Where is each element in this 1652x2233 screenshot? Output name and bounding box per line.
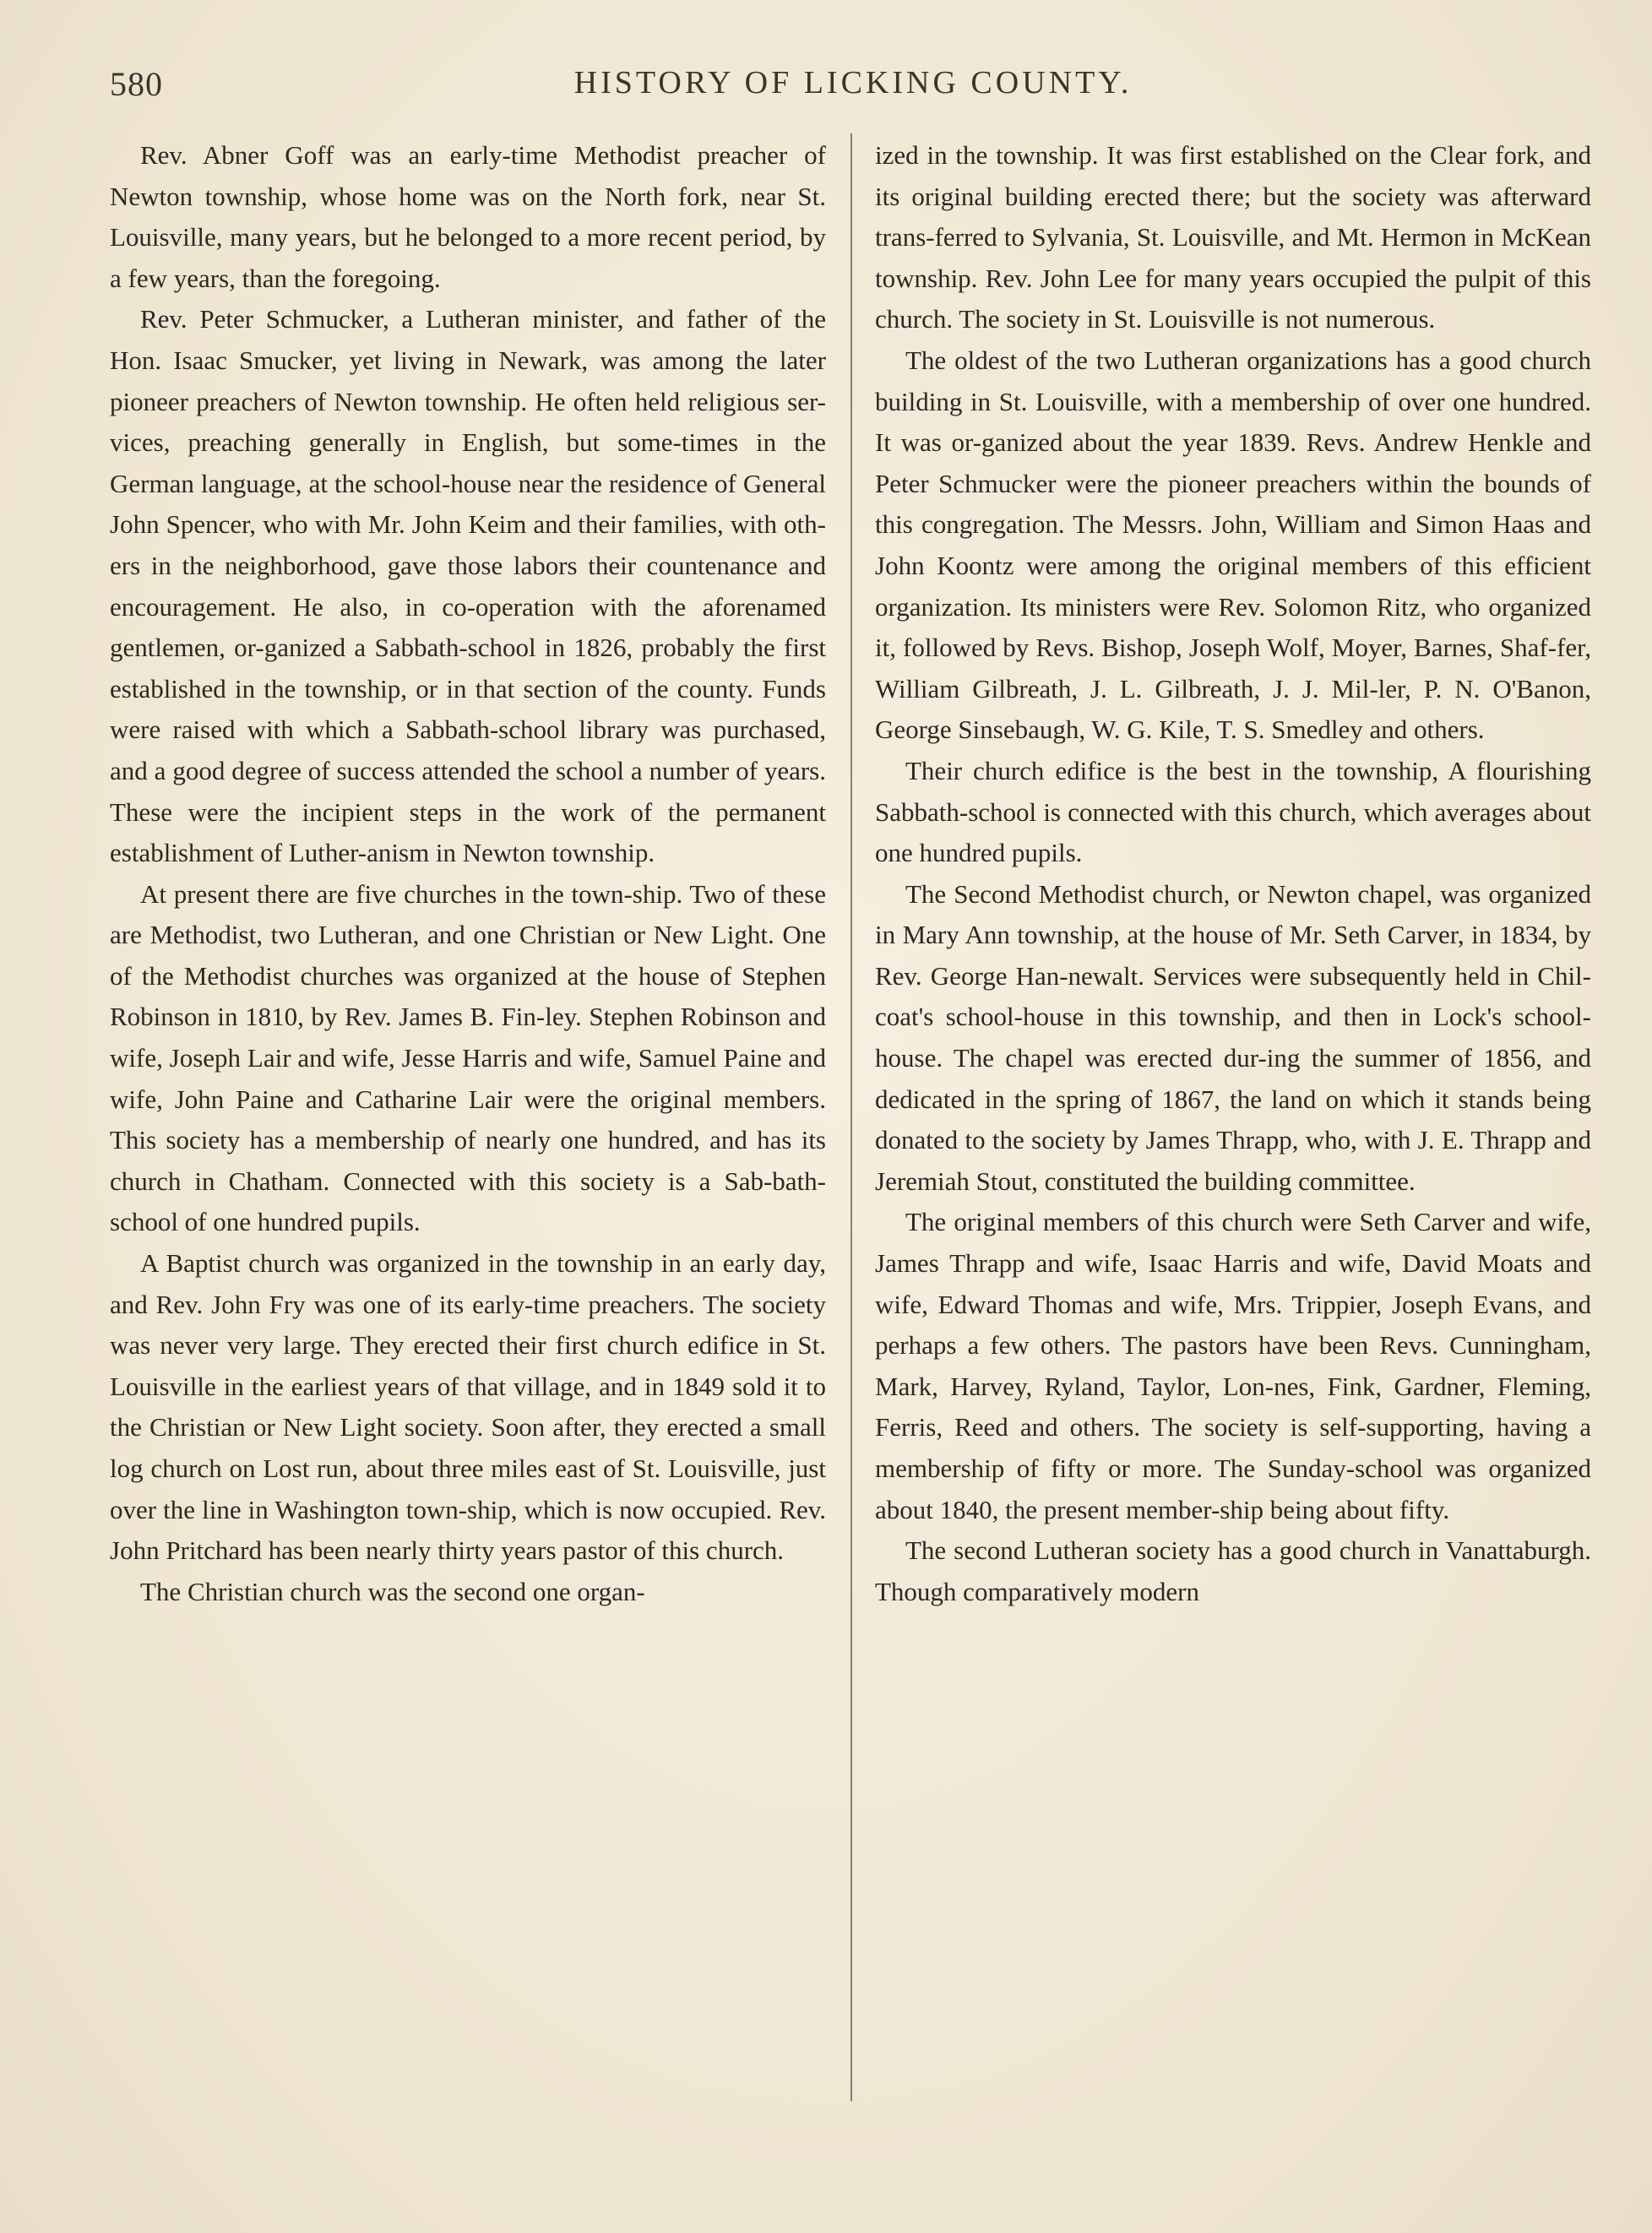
paragraph: The oldest of the two Lutheran organizations has a good church building in St. Louisville, with a membership of over one hundred. It was or-ganized about the year 1839. Revs. Andrew Henkle and Peter Schmucker were the pioneer preachers within the bounds of this congregation. The Messrs. John, William and Simon Haas and John Koontz were among the original members of this efficient organization. Its ministers were Rev. Solomon Ritz, who organized it, followed by Revs. Bishop, Joseph Wolf, Moyer, Barnes, Shaf-fer, William Gilbreath, J. L. Gilbreath, J. J. Mil-ler, P. N. O'Banon, George Sinsebaugh, W. G. Kile, T. S. Smedley and others.	[875, 345, 1591, 745]
paragraph: Rev. Peter Schmucker, a Lutheran minister, and father of the Hon. Isaac Smucker, yet living in Newark, was among the later pioneer preachers of Newton township. He often held religious ser-vices, preaching generally in English, but some-times in the German language, at the school-house near the residence of General John Spencer, who with Mr. John Keim and their families, with oth-ers in the neighborhood, gave those labors their countenance and encouragement. He also, in co-operation with the aforenamed gentlemen, or-ganized a Sabbath-school in 1826, probably the first established in the township, or in that section of the county. Funds were raised with which a Sabbath-school library was purchased, and a good degree of success attended the school a number of years. These were the incipient steps in the work of the permanent establishment of Luther-anism in Newton township.	[110, 304, 826, 868]
paragraph: The Christian church was the second one organ-	[140, 1576, 645, 1606]
paragraph: A Baptist church was organized in the township in an early day, and Rev. John Fry was one of its early-time preachers. The society was never very large. They erected their first church edifice in St. Louisville in the earliest years of that village, and in 1849 sold it to the Christian or New Light society. Soon after, they erected a small log church on Lost run, about three miles east of St. Louisville, just over the line in Washington town-ship, which is now occupied. Rev. John Pritchard has been nearly thirty years pastor of this church.	[110, 1248, 826, 1566]
right-column	[875, 135, 1591, 2111]
text-columns	[110, 135, 1596, 2111]
left-column	[110, 135, 826, 2111]
paragraph: The original members of this church were Seth Carver and wife, James Thrapp and wife, Isaac Harris and wife, David Moats and wife, Edward Thomas and wife, Mrs. Trippier, Joseph Evans, and perhaps a few others. The pastors have been Revs. Cunningham, Mark, Harvey, Ryland, Taylor, Lon-nes, Fink, Gardner, Fleming, Ferris, Reed and others. The society is self-supporting, having a membership of fifty or more. The Sunday-school was organized about 1840, the present member-ship being about fifty.	[875, 1207, 1591, 1524]
paragraph: The Second Methodist church, or Newton chapel, was organized in Mary Ann township, at the house of Mr. Seth Carver, in 1834, by Rev. George Han-newalt. Services were subsequently held in Chil-coat's school-house in this township, and then in Lock's school-house. The chapel was erected dur-ing the summer of 1856, and dedicated in the spring of 1867, the land on which it stands being donated to the society by James Thrapp, who, with J. E. Thrapp and Jeremiah Stout, constituted the building committee.	[875, 878, 1591, 1196]
paragraph: Rev. Abner Goff was an early-time Methodist preacher of Newton township, whose home was on the North fork, near St. Louisville, many years, but he belonged to a more recent period, by a few years, than the foregoing.	[110, 140, 826, 293]
paragraph: At present there are five churches in the town-ship. Two of these are Methodist, two Lutheran, and one Christian or New Light. One of the Methodist churches was organized at the house of Stephen Robinson in 1810, by Rev. James B. Fin-ley. Stephen Robinson and wife, Joseph Lair and wife, Jesse Harris and wife, Samuel Paine and wife, John Paine and Catharine Lair were the original members. This society has a membership of nearly one hundred, and has its church in Chatham. Connected with this society is a Sab-bath-school of one hundred pupils.	[110, 878, 826, 1237]
page-number: 580	[110, 65, 163, 103]
page-header	[110, 61, 1596, 111]
paragraph-continued: ized in the township. It was first established on the Clear fork, and its original building erected there; but the society was afterward trans-ferred to Sylvania, St. Louisville, and Mt. Hermon in McKean township. Rev. John Lee for many years occupied the pulpit of this church. The society in St. Louisville is not numerous.	[875, 140, 1591, 334]
paragraph: Their church edifice is the best in the township, A flourishing Sabbath-school is connected with this church, which averages about one hundred pupils.	[875, 755, 1591, 868]
running-head: HISTORY OF LICKING COUNTY.	[573, 65, 1133, 101]
paragraph: The second Lutheran society has a good church in Vanattaburgh. Though comparatively modern	[875, 1535, 1591, 1606]
